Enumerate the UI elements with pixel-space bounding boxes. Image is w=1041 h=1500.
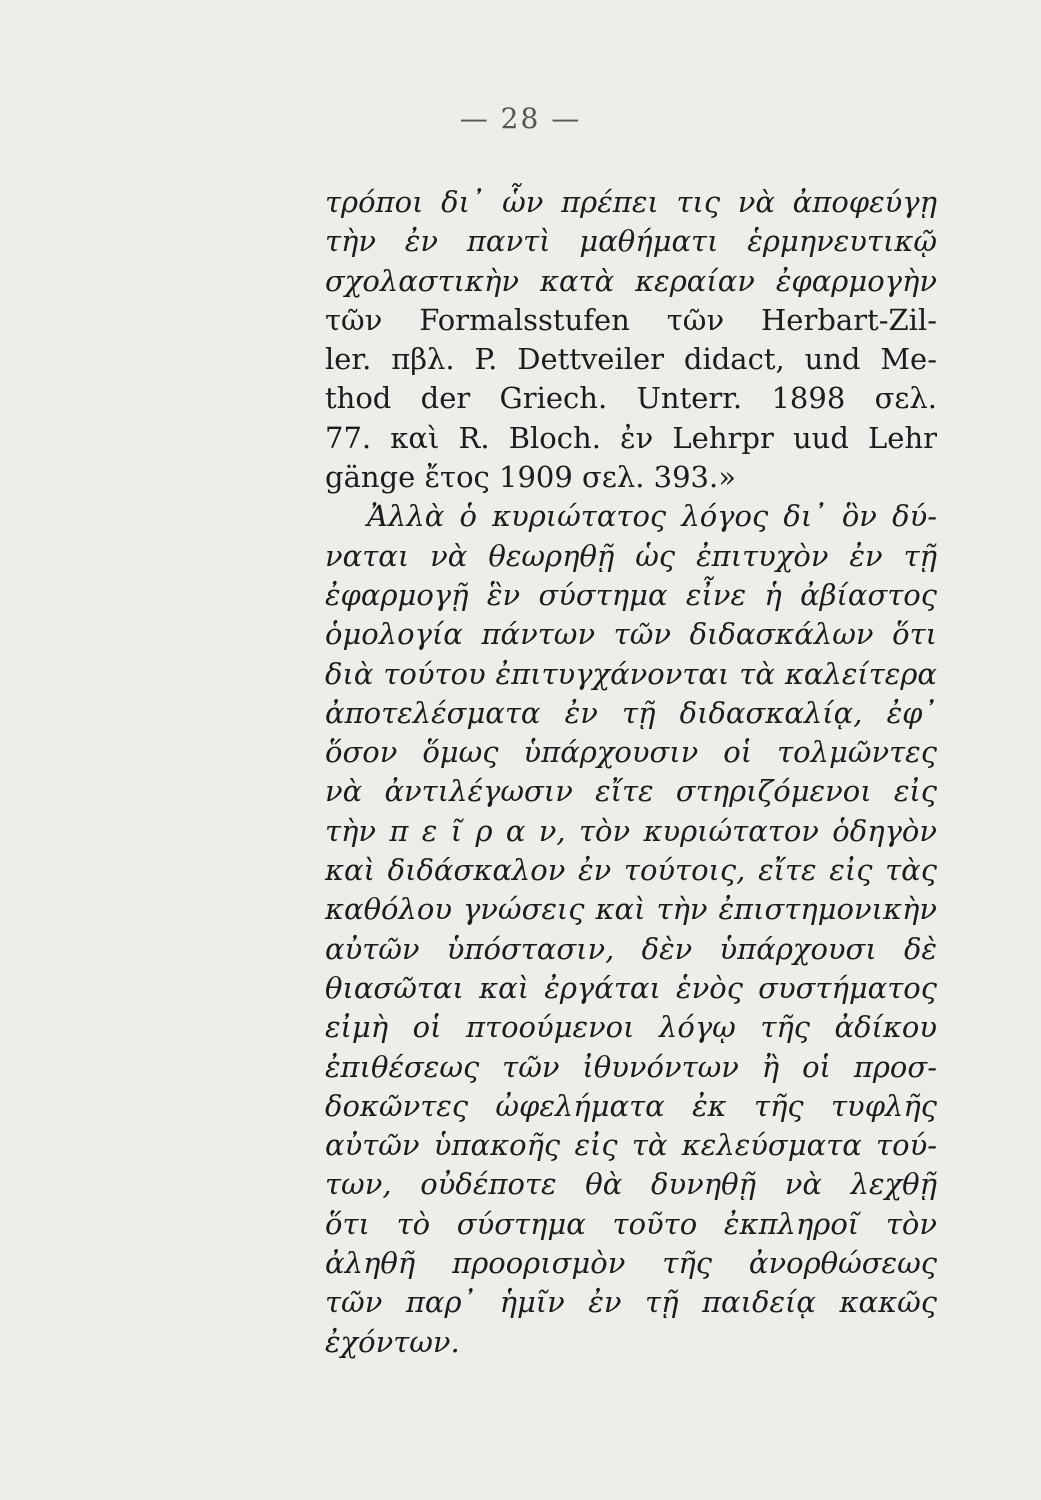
text-line: ἐπιθέσεως τῶν ἰθυνόντων ἢ οἱ προσ- xyxy=(325,1049,937,1084)
text-line: τὴν ἐν παντὶ μαθήματι ἑρμηνευτικῷ xyxy=(325,224,937,259)
text-line: τῶν Formalsstufen τῶν Herbart-Zil- xyxy=(325,302,937,337)
paragraph-start-line: Ἀλλὰ ὁ κυριώτατος λόγος δι᾽ ὃν δύ- xyxy=(367,499,937,534)
text-line: νὰ ἀντιλέγωσιν εἴτε στηριζόμενοι εἰς xyxy=(325,774,937,809)
text-line: ἐχόντων. xyxy=(325,1324,460,1359)
body-text xyxy=(325,183,937,1362)
text-line: αὐτῶν ὑπόστασιν, δὲν ὑπάρχουσι δὲ xyxy=(325,931,937,966)
text-line: ἀληθῆ προορισμὸν τῆς ἀνορθώσεως xyxy=(325,1246,937,1281)
text-line: gänge ἔτος 1909 σελ. 393.» xyxy=(325,460,736,495)
text-line: των, οὐδέποτε θὰ δυνηθῇ νὰ λεχθῇ xyxy=(325,1167,937,1202)
text-line: καὶ διδάσκαλον ἐν τούτοις, εἴτε εἰς τὰς xyxy=(325,853,937,888)
text-line: ναται νὰ θεωρηθῇ ὡς ἐπιτυχὸν ἐν τῇ xyxy=(325,538,937,573)
text-line: καθόλου γνώσεις καὶ τὴν ἐπιστημονικὴν xyxy=(325,892,937,927)
text-line: ler. πβλ. P. Dettveiler didact, und Me- xyxy=(325,342,937,377)
text-line: ἐφαρμογῇ ἓν σύστημα εἶνε ἡ ἀβίαστος xyxy=(325,577,937,612)
page-number: — 28 — xyxy=(459,102,582,135)
text-line: ὅσον ὅμως ὑπάρχουσιν οἱ τολμῶντες xyxy=(325,735,937,770)
text-line: ὁμολογία πάντων τῶν διδασκάλων ὅτι xyxy=(325,617,937,652)
text-line: αὐτῶν ὑπακοῆς εἰς τὰ κελεύσματα τού- xyxy=(325,1128,937,1163)
text-line: εἰμὴ οἱ πτοούμενοι λόγῳ τῆς ἀδίκου xyxy=(325,1010,937,1045)
text-line: ἀποτελέσματα ἐν τῇ διδασκαλίᾳ, ἐφ᾽ xyxy=(325,695,937,730)
text-line: τῶν παρ᾽ ἡμῖν ἐν τῇ παιδείᾳ κακῶς xyxy=(325,1285,937,1320)
text-line: διὰ τούτου ἐπιτυγχάνονται τὰ καλείτερα xyxy=(325,656,937,691)
text-line: 77. καὶ R. Bloch. ἐν Lehrpr uud Lehr xyxy=(325,420,937,455)
text-line: τρόποι δι᾽ ὧν πρέπει τις νὰ ἀποφεύγῃ xyxy=(325,185,937,219)
text-line: δοκῶντες ὠφελήματα ἐκ τῆς τυφλῆς xyxy=(325,1088,937,1123)
text-line: τὴν π ε ῖ ρ α ν, τὸν κυριώτατον ὁδηγὸν xyxy=(325,813,937,848)
text-line: σχολαστικὴν κατὰ κεραίαν ἐφαρμογὴν xyxy=(325,263,937,298)
text-line: thod der Griech. Unterr. 1898 σελ. xyxy=(325,381,937,416)
text-line: ὅτι τὸ σύστημα τοῦτο ἐκπληροῖ τὸν xyxy=(325,1206,937,1241)
text-line: θιασῶται καὶ ἐργάται ἑνὸς συστήματος xyxy=(325,970,937,1005)
